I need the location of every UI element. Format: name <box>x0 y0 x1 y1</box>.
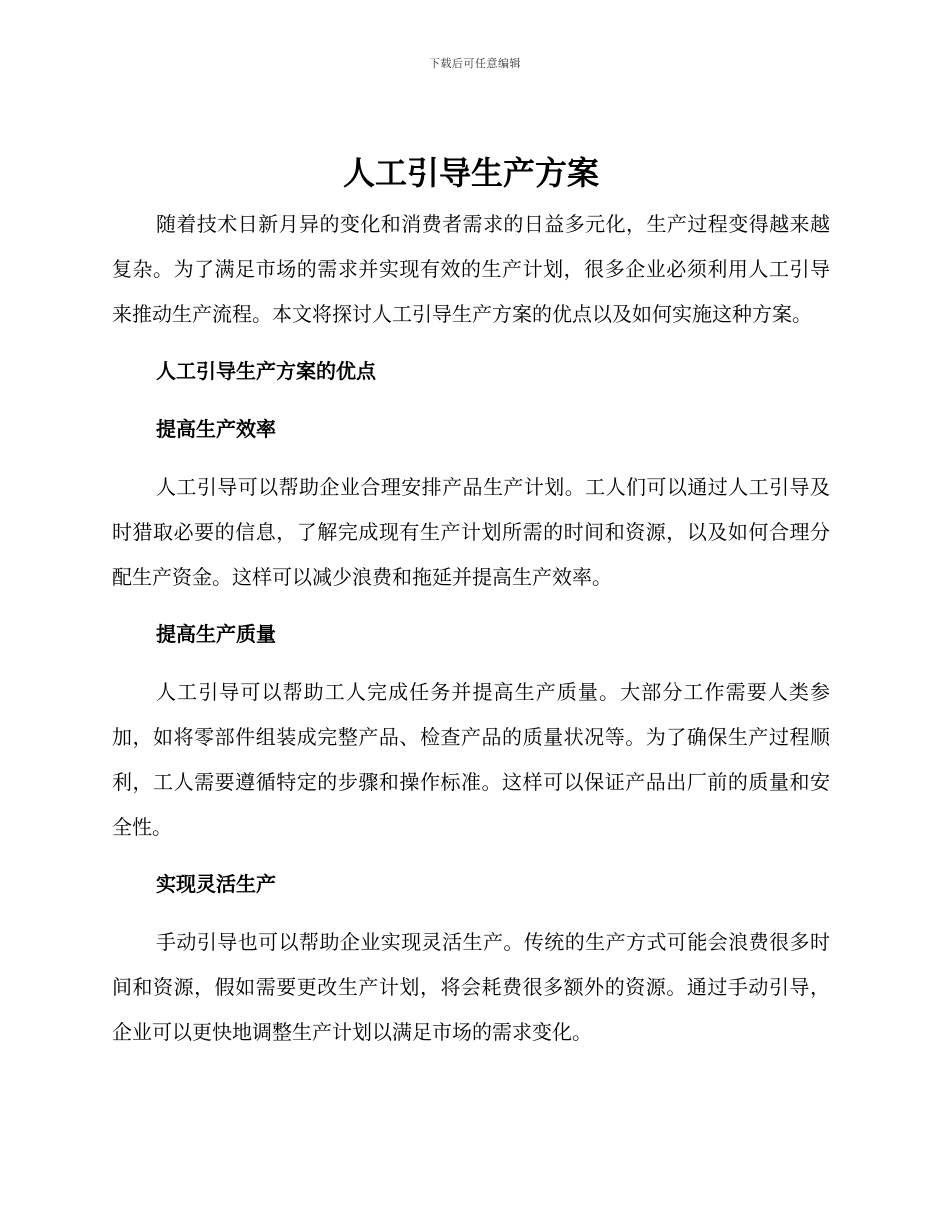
section-heading-flexibility: 实现灵活生产 <box>156 872 276 896</box>
intro-paragraph: 随着技术日新月异的变化和消费者需求的日益多元化，生产过程变得越来越复杂。为了满足市场的需求并实现有效的生产计划，很多企业必须利用人工引导来推动生产流程。本文将探讨人工引导生产方案的优点以及如何实施这种方案。 <box>112 212 830 326</box>
spacer <box>112 657 830 670</box>
document-title: 人工引导生产方案 <box>342 154 599 192</box>
section-body-flexibility: 手动引导也可以帮助企业实现灵活生产。传统的生产方式可能会浪费很多时间和资源，假如需要更改生产计划，将会耗费很多额外的资源。通过手动引导，企业可以更快地调整生产计划以满足市场的需求变化。 <box>112 930 830 1044</box>
section-heading-quality: 提高生产质量 <box>156 622 276 646</box>
header-note: 下载后可任意编辑 <box>429 57 521 70</box>
section-body-quality: 人工引导可以帮助工人完成任务并提高生产质量。大部分工作需要人类参加，如将零部件组装成完整产品、检查产品的质量状况等。为了确保生产过程顺利，工人需要遵循特定的步骤和操作标准。这样可以保证产品出厂前的质量和安全性。 <box>112 680 830 839</box>
section-heading-efficiency: 提高生产效率 <box>156 417 276 441</box>
spacer <box>112 907 830 920</box>
document-body <box>112 148 830 1055</box>
advantages-heading: 人工引导生产方案的优点 <box>156 359 376 383</box>
spacer <box>112 337 830 349</box>
spacer <box>112 850 830 862</box>
spacer <box>112 452 830 465</box>
spacer <box>112 394 830 407</box>
section-body-efficiency: 人工引导可以帮助企业合理安排产品生产计划。工人们可以通过人工引导及时猎取必要的信息，了解完成现有生产计划所需的时间和资源，以及如何合理分配生产资金。这样可以减少浪费和拖延并提高生产效率。 <box>112 475 830 589</box>
spacer <box>112 600 830 612</box>
